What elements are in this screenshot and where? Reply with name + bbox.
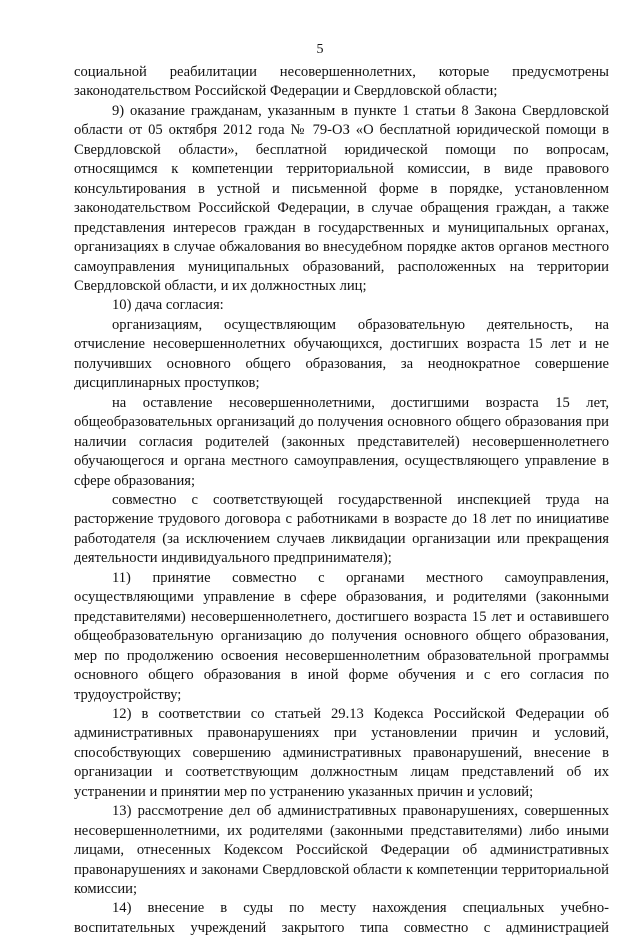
paragraph-item-9: 9) оказание гражданам, указанным в пункте 1 статьи 8 Закона Свердловской области от 05 октября 2012 года № 79-ОЗ «О бесплатной юридической помощи в Свердловской области», бесплатной юридической помощи по вопросам, относящимся к компетенции территориальной комиссии, в виде правового консультирования в устной и письменной форме в порядке, установленном законодательством Российской Федерации, в случае обращения граждан, а также представления интересов граждан в государственных и муниципальных органах, организациях в случае обжалования во внесудебном порядке актов органов местного самоуправления муниципальных образований, расположенных на территории Свердловской области, и их должностных лиц; [74, 102, 609, 294]
document-body [74, 63, 609, 938]
paragraph-item-14: 14) внесение в суды по месту нахождения специальных учебно-воспитательных учреждений закрытого типа совместно с администрацией [74, 900, 609, 936]
paragraph-item-10-leaving-school: на оставление несовершеннолетними, достигшими возраста 15 лет, общеобразовательных организаций до получения основного общего образования при наличии согласия родителей (законных представителей) несовершеннолетнего обучающегося и органа местного самоуправления, осуществляющего управление в сфере образования; [74, 394, 609, 489]
paragraph-item-11: 11) принятие совместно с органами местного самоуправления, осуществляющими управление в сфере образования, и родителями (законными представителями) несовершеннолетнего, достигшего возраста 15 лет и оставившего общеобразовательную организацию до получения основного общего образования, мер по продолжению освоения несовершеннолетним образовательной программы основного общего образования в иной форме обучения и с его согласия по трудоустройству; [74, 569, 609, 703]
paragraph-item-12: 12) в соответствии со статьей 29.13 Кодекса Российской Федерации об административных правонарушениях при установлении причин и условий, способствующих совершению административных правонарушений, внесение в организации и соответствующим должностным лицам представлений об их устранении и принятии мер по устранению указанных причин и условий; [74, 705, 609, 800]
paragraph-item-13: 13) рассмотрение дел об административных правонарушениях, совершенных несовершеннолетними, их родителями (законными представителями) либо иными лицами, отнесенных Кодексом Российской Федерации об административных правонарушениях и законами Свердловской области к компетенции территориальной комиссии; [74, 803, 609, 898]
page-number: 5 [316, 42, 324, 57]
paragraph-item-10: 10) дача согласия: [112, 297, 224, 314]
paragraph-item-10-organizations: организациям, осуществляющим образовательную деятельность, на отчисление несовершеннолетних обучающихся, достигших возраста 15 лет и не получивших основного общего образования, за неоднократное совершение дисциплинарных проступков; [74, 316, 609, 392]
paragraph-social-rehab: социальной реабилитации несовершеннолетних, которые предусмотрены законодательством Российской Федерации и Свердловской области; [74, 64, 609, 100]
paragraph-item-10-labor-contract: совместно с соответствующей государственной инспекцией труда на расторжение трудового договора с работниками в возрасте до 18 лет по инициативе работодателя (за исключением случаев ликвидации организации или прекращения деятельности индивидуального предпринимателя); [74, 491, 609, 567]
